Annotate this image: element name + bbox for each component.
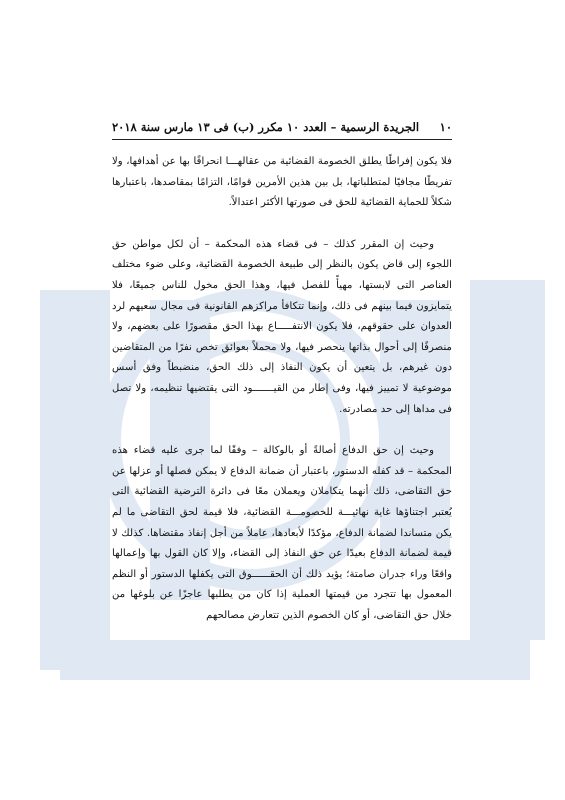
page-number: ١٠ <box>439 120 452 134</box>
gazette-title: الجريدة الرسمية – العدد ١٠ مكرر (ب) فى ١٣ مارس سنة ٢٠١٨ <box>112 120 420 134</box>
paragraph-1: فلا يكون إفراطًا يطلق الخصومة القضائية من عقالهـــا انحرافًا بها عن أهدافها، ولا تفريطًا مجافيًا لمتطلباتها، بل بين هذين الأمرين قوامًا، التزامًا بمقاصدها، باعتبارها شكلاً للحماية القضائية للحق فى صورتها الأكثر اعتدالاً. <box>112 156 452 209</box>
paragraph-2: وحيث إن المقرر كذلك – فى قضاء هذه المحكمة – أن لكل مواطن حق اللجوء إلى قاض يكون بالنظر إلى طبيعة الخصومة القضائية، وعلى ضوء مختلف العناصر التى لابستها، مهيأً للفصل فيها، وهذا الحق مخول للناس جميعًا، فلا يتمايزون فيما بينهم فى ذلك، وإنما تتكافأ مراكزهم القانونية فى مجال سعيهم لرد العدوان على حقوقهم، فلا يكون الانتفـــــاع بهذا الحق مقصورًا على بعضهم، ولا منصرفًا إلى أحوال بذاتها ينحصر فيها، ولا محملاً بعوائق تخص نفرًا من المتقاضين دون غيرهم، بل يتعين أن يكون النفاذ إلى ذلك الحق، منضبطاً وفق أسس موضوعية لا تمييز فيها، وفى إطار من القيـــــــود التى يقتضيها تنظيمه، ولا تصل فى مداها إلى حد مصادرته. <box>112 238 452 415</box>
body-text <box>112 152 452 626</box>
header-divider <box>112 139 452 140</box>
paragraph-3: وحيث إن حق الدفاع أصالةً أو بالوكالة – وفقًا لما جرى عليه قضاء هذه المحكمة – قد كفله الدستور، باعتبار أن ضمانة الدفاع لا يمكن فصلها أو عزلها عن حق التقاضى، ذلك أنهما يتكاملان ويعملان معًا فى دائرة الترضية القضائية التى يُعتبر اجتناؤها غاية نهائيـــة للخصومـــة القضائية، فلا قيمة لحق التقاضى ما لم يكن متساندا لضمانة الدفاع، مؤكدًا لأبعادها، عاملاً من أجل إنفاذ مقتضاها. كذلك لا قيمة لضمانة الدفاع بعيدًا عن حق النفاذ إلى القضاء، وإلا كان القول بها وإعمالها واقعًا وراء جدران صامتة؛ يؤيد ذلك أن الحقــــــوق التى يكفلها الدستور أو النظم المعمول بها تتجرد من قيمتها العملية إذا كان من يطلبها عاجزًا عن بلوغها من خلال حق التقاضى، أو كان الخصوم الذين تتعارض مصالحهم <box>112 445 452 621</box>
running-header <box>112 120 452 134</box>
